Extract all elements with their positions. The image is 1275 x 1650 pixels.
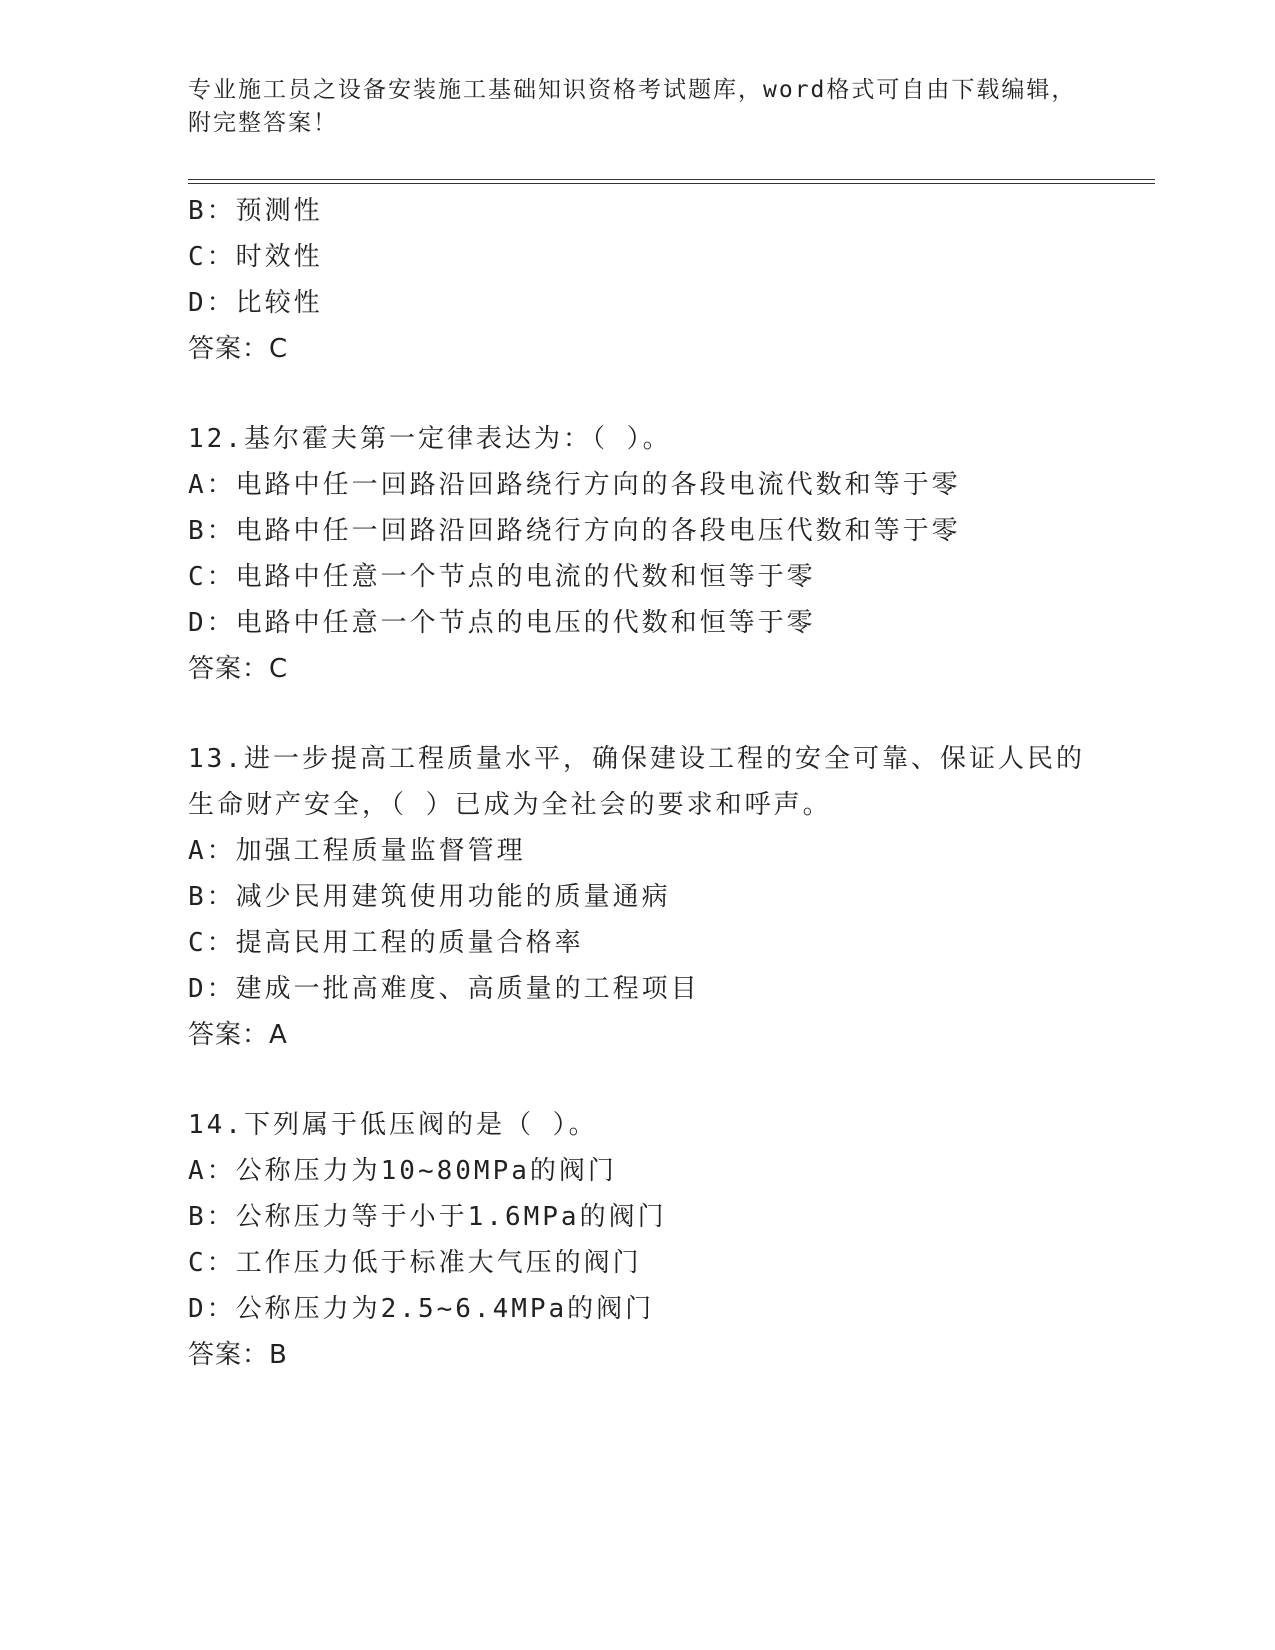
option-d: D：比较性 bbox=[188, 288, 323, 318]
answer: 答案：A bbox=[188, 1020, 288, 1050]
question-list bbox=[188, 188, 1108, 1378]
question-text-line-1: 13.进一步提高工程质量水平，确保建设工程的安全可靠、保证人民的 bbox=[188, 744, 1085, 774]
question-13 bbox=[188, 736, 1108, 1058]
question-14 bbox=[188, 1102, 1108, 1378]
spacer bbox=[188, 372, 1108, 416]
option-a: A：公称压力为10~80MPa的阀门 bbox=[188, 1156, 617, 1186]
option-b: B：减少民用建筑使用功能的质量通病 bbox=[188, 882, 671, 912]
option-c: C：电路中任意一个节点的电流的代数和恒等于零 bbox=[188, 562, 816, 592]
document-header bbox=[188, 74, 1108, 140]
question-text: 14.下列属于低压阀的是（ ）。 bbox=[188, 1110, 598, 1140]
answer: 答案：C bbox=[188, 654, 289, 684]
header-line-2: 附完整答案！ bbox=[188, 110, 338, 136]
option-c: C：提高民用工程的质量合格率 bbox=[188, 928, 584, 958]
option-d: D：建成一批高难度、高质量的工程项目 bbox=[188, 974, 700, 1004]
option-d: D：公称压力为2.5~6.4MPa的阀门 bbox=[188, 1294, 655, 1324]
spacer bbox=[188, 1058, 1108, 1102]
question-text: 12.基尔霍夫第一定律表达为：（ ）。 bbox=[188, 424, 672, 454]
option-b: B：预测性 bbox=[188, 196, 323, 226]
option-c: C：时效性 bbox=[188, 242, 323, 272]
question-text-line-2: 生命财产安全，（ ）已成为全社会的要求和呼声。 bbox=[188, 790, 832, 820]
option-c: C：工作压力低于标准大气压的阀门 bbox=[188, 1248, 642, 1278]
question-12 bbox=[188, 416, 1108, 692]
header-line-1: 专业施工员之设备安装施工基础知识资格考试题库，word格式可自由下载编辑， bbox=[188, 77, 1077, 103]
answer: 答案：C bbox=[188, 334, 289, 364]
option-b: B：公称压力等于小于1.6MPa的阀门 bbox=[188, 1202, 667, 1232]
option-d: D：电路中任意一个节点的电压的代数和恒等于零 bbox=[188, 608, 816, 638]
header-divider bbox=[188, 179, 1155, 184]
spacer bbox=[188, 692, 1108, 736]
option-a: A：电路中任一回路沿回路绕行方向的各段电流代数和等于零 bbox=[188, 470, 961, 500]
option-a: A：加强工程质量监督管理 bbox=[188, 836, 526, 866]
answer: 答案：B bbox=[188, 1340, 288, 1370]
option-b: B：电路中任一回路沿回路绕行方向的各段电压代数和等于零 bbox=[188, 516, 961, 546]
question-11 bbox=[188, 188, 1108, 372]
